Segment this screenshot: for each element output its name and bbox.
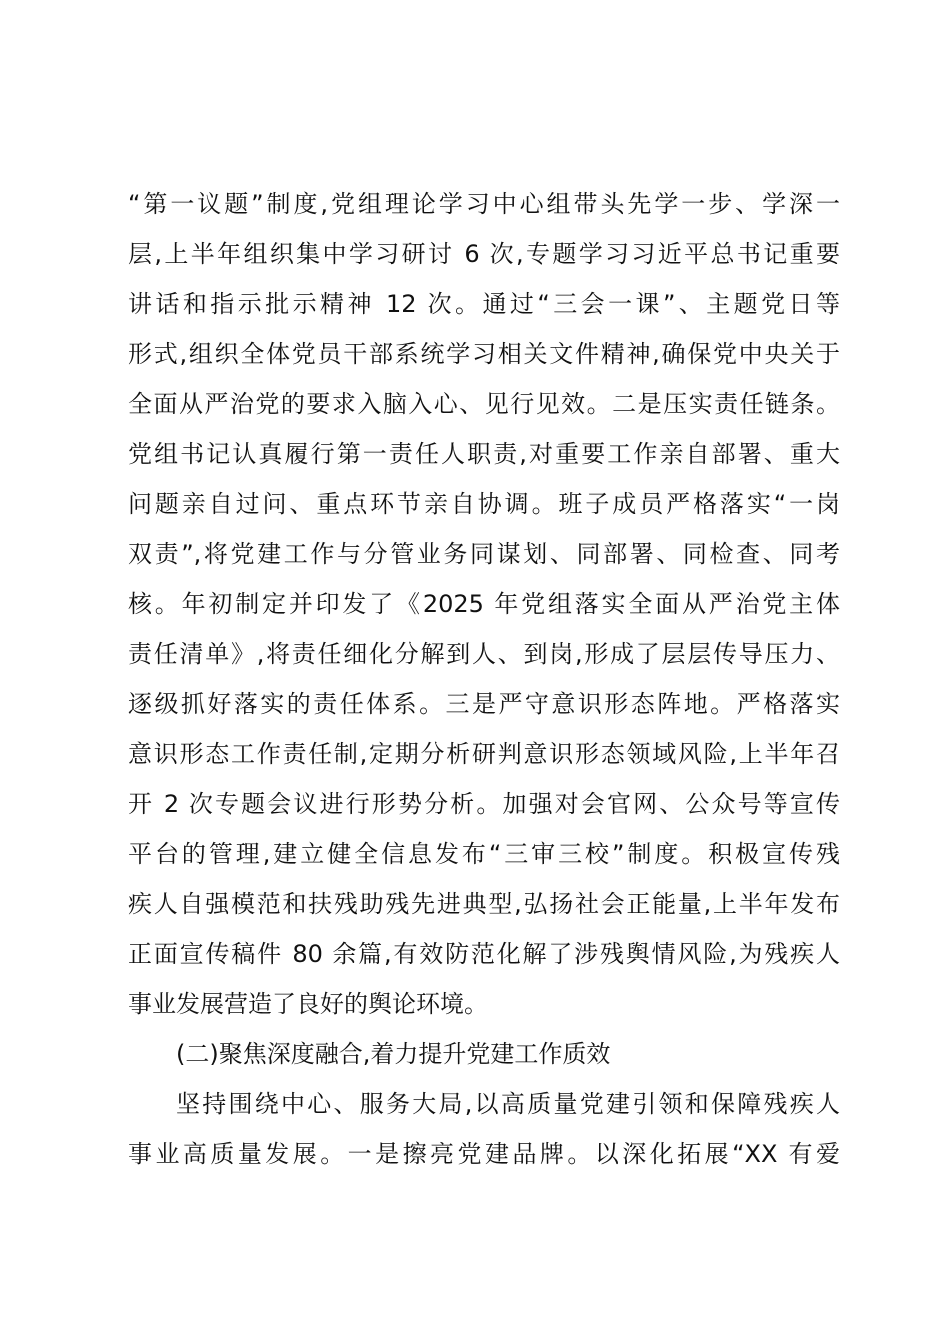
text-line-4: 形式,组织全体党员干部系统学习相关文件精神,确保党中央关于 bbox=[128, 340, 840, 368]
text-line-1: “第一议题”制度,党组理论学习中心组带头先学一步、学深一 bbox=[128, 190, 840, 218]
text-line-14: 平台的管理,建立健全信息发布“三审三校”制度。积极宣传残 bbox=[128, 840, 840, 868]
text-line-13: 开 2 次专题会议进行形势分析。加强对会官网、公众号等宣传 bbox=[128, 790, 840, 818]
text-line-12: 意识形态工作责任制,定期分析研判意识形态领域风险,上半年召 bbox=[128, 740, 840, 768]
text-line-8: 双责”,将党建工作与分管业务同谋划、同部署、同检查、同考 bbox=[128, 540, 840, 568]
text-line-6: 党组书记认真履行第一责任人职责,对重要工作亲自部署、重大 bbox=[128, 440, 840, 468]
text-line-9: 核。年初制定并印发了《2025 年党组落实全面从严治党主体 bbox=[128, 590, 840, 618]
text-line-2: 层,上半年组织集中学习研讨 6 次,专题学习习近平总书记重要 bbox=[128, 240, 840, 268]
text-line-15: 疾人自强模范和扶残助残先进典型,弘扬社会正能量,上半年发布 bbox=[128, 890, 840, 918]
text-line-11: 逐级抓好落实的责任体系。三是严守意识形态阵地。严格落实 bbox=[128, 690, 840, 718]
text-line-3: 讲话和指示批示精神 12 次。通过“三会一课”、主题党日等 bbox=[128, 290, 840, 318]
text-line-20: 事业高质量发展。一是擦亮党建品牌。以深化拓展“XX 有爱 bbox=[128, 1140, 840, 1168]
text-line-19: 坚持围绕中心、服务大局,以高质量党建引领和保障残疾人 bbox=[176, 1090, 840, 1118]
text-line-16: 正面宣传稿件 80 余篇,有效防范化解了涉残舆情风险,为残疾人 bbox=[128, 940, 840, 968]
text-line-10: 责任清单》,将责任细化分解到人、到岗,形成了层层传导压力、 bbox=[128, 640, 840, 668]
text-line-5: 全面从严治党的要求入脑入心、见行见效。二是压实责任链条。 bbox=[128, 390, 840, 418]
text-line-17: 事业发展营造了良好的舆论环境。 bbox=[128, 990, 488, 1018]
section-heading: (二)聚焦深度融合,着力提升党建工作质效 bbox=[176, 1040, 611, 1068]
text-line-7: 问题亲自过问、重点环节亲自协调。班子成员严格落实“一岗 bbox=[128, 490, 840, 518]
